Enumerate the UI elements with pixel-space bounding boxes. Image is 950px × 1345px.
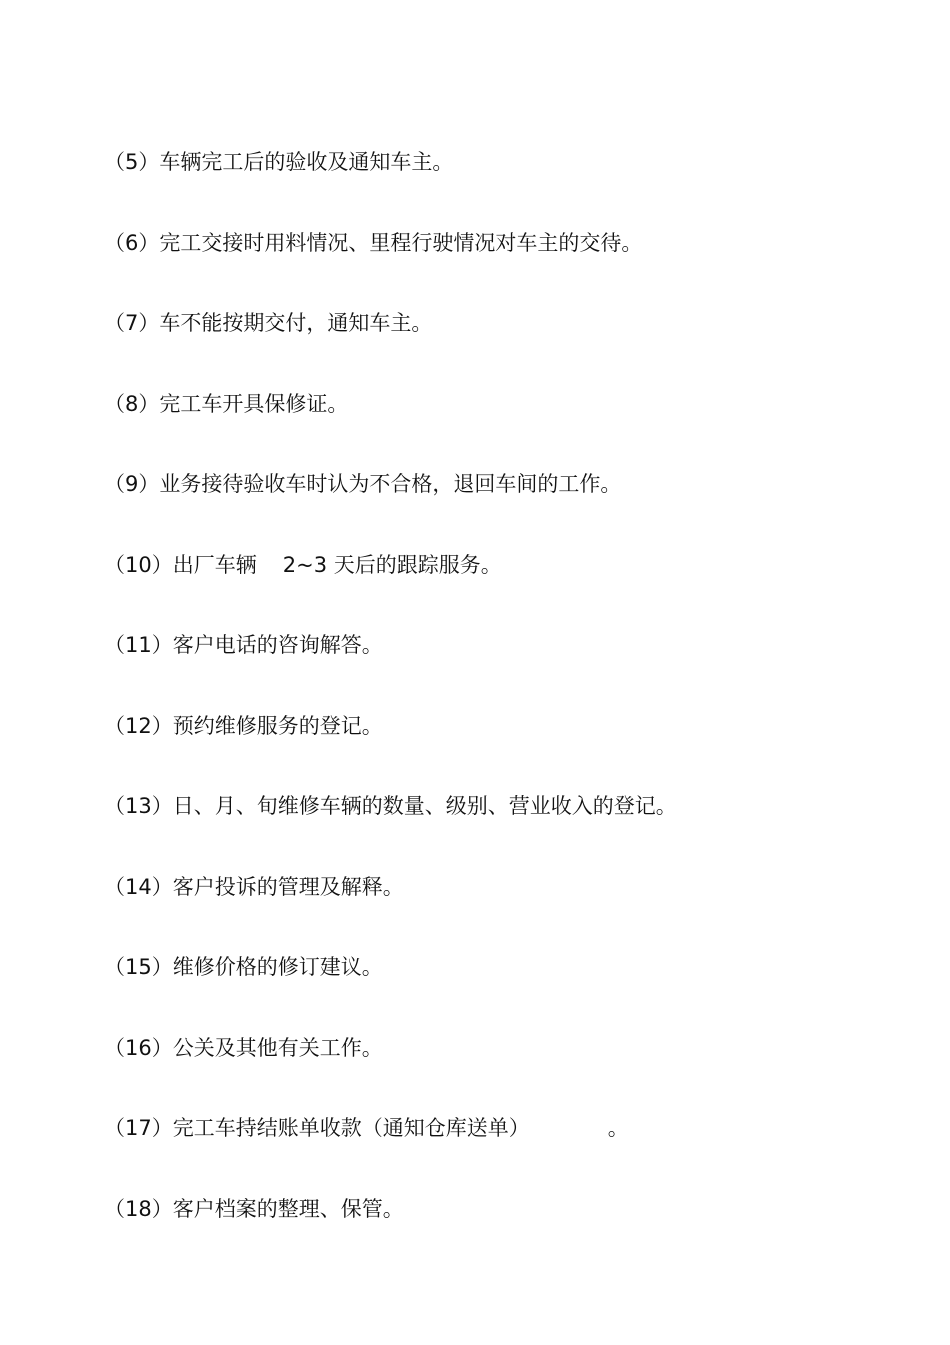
item-number: （16）: [104, 1035, 173, 1060]
item-number: （7）: [104, 311, 160, 335]
list-item: [104, 871, 904, 952]
item-number: （14）: [104, 874, 173, 899]
item-text: 车不能按期交付，通知车主。: [159, 311, 433, 335]
item-number: （12）: [104, 713, 173, 738]
list-item: [104, 549, 904, 630]
list-item: [104, 227, 904, 308]
item-number: （9）: [104, 472, 160, 496]
list-item: [104, 1193, 904, 1274]
item-text: 维修价格的修订建议。: [172, 955, 383, 979]
item-number: （11）: [104, 633, 173, 657]
item-number: （17）: [104, 1116, 173, 1140]
list-item: [104, 710, 904, 791]
item-text: 完工车持结账单收款（通知仓库送单）: [172, 1116, 530, 1140]
item-text: 车辆完工后的验收及通知车主。: [159, 150, 454, 174]
item-text: 日、月、旬维修车辆的数量、级别、营业收入的登记。: [172, 794, 677, 818]
item-text: 客户投诉的管理及解释。: [172, 874, 404, 899]
list-item: [104, 629, 904, 710]
item-number: （13）: [104, 794, 173, 818]
item-text: 预约维修服务的登记。: [172, 713, 383, 738]
duty-list: [104, 146, 904, 1273]
list-item: [104, 388, 904, 469]
item-number: （8）: [104, 391, 160, 416]
item-text-continued: 2~3 天后的跟踪服务。: [282, 552, 502, 577]
item-text: 客户电话的咨询解答。: [172, 633, 383, 657]
list-item: [104, 307, 904, 388]
item-text: 业务接待验收车时认为不合格，退回车间的工作。: [159, 472, 622, 496]
list-item: [104, 146, 904, 227]
list-item: [104, 790, 904, 871]
list-item: [104, 951, 904, 1032]
item-text: 公关及其他有关工作。: [172, 1035, 383, 1060]
item-number: （15）: [104, 955, 173, 979]
list-item: [104, 1112, 904, 1193]
item-number: （5）: [104, 150, 160, 174]
item-number: （10）: [104, 552, 173, 577]
list-item: [104, 1032, 904, 1113]
item-text-continued: 。: [607, 1116, 629, 1140]
item-text: 完工交接时用料情况、里程行驶情况对车主的交待。: [159, 230, 643, 255]
item-number: （6）: [104, 230, 160, 255]
item-text: 完工车开具保修证。: [159, 391, 349, 416]
item-text: 客户档案的整理、保管。: [172, 1196, 404, 1221]
item-text: 出厂车辆: [172, 552, 257, 577]
item-number: （18）: [104, 1196, 173, 1221]
list-item: [104, 468, 904, 549]
